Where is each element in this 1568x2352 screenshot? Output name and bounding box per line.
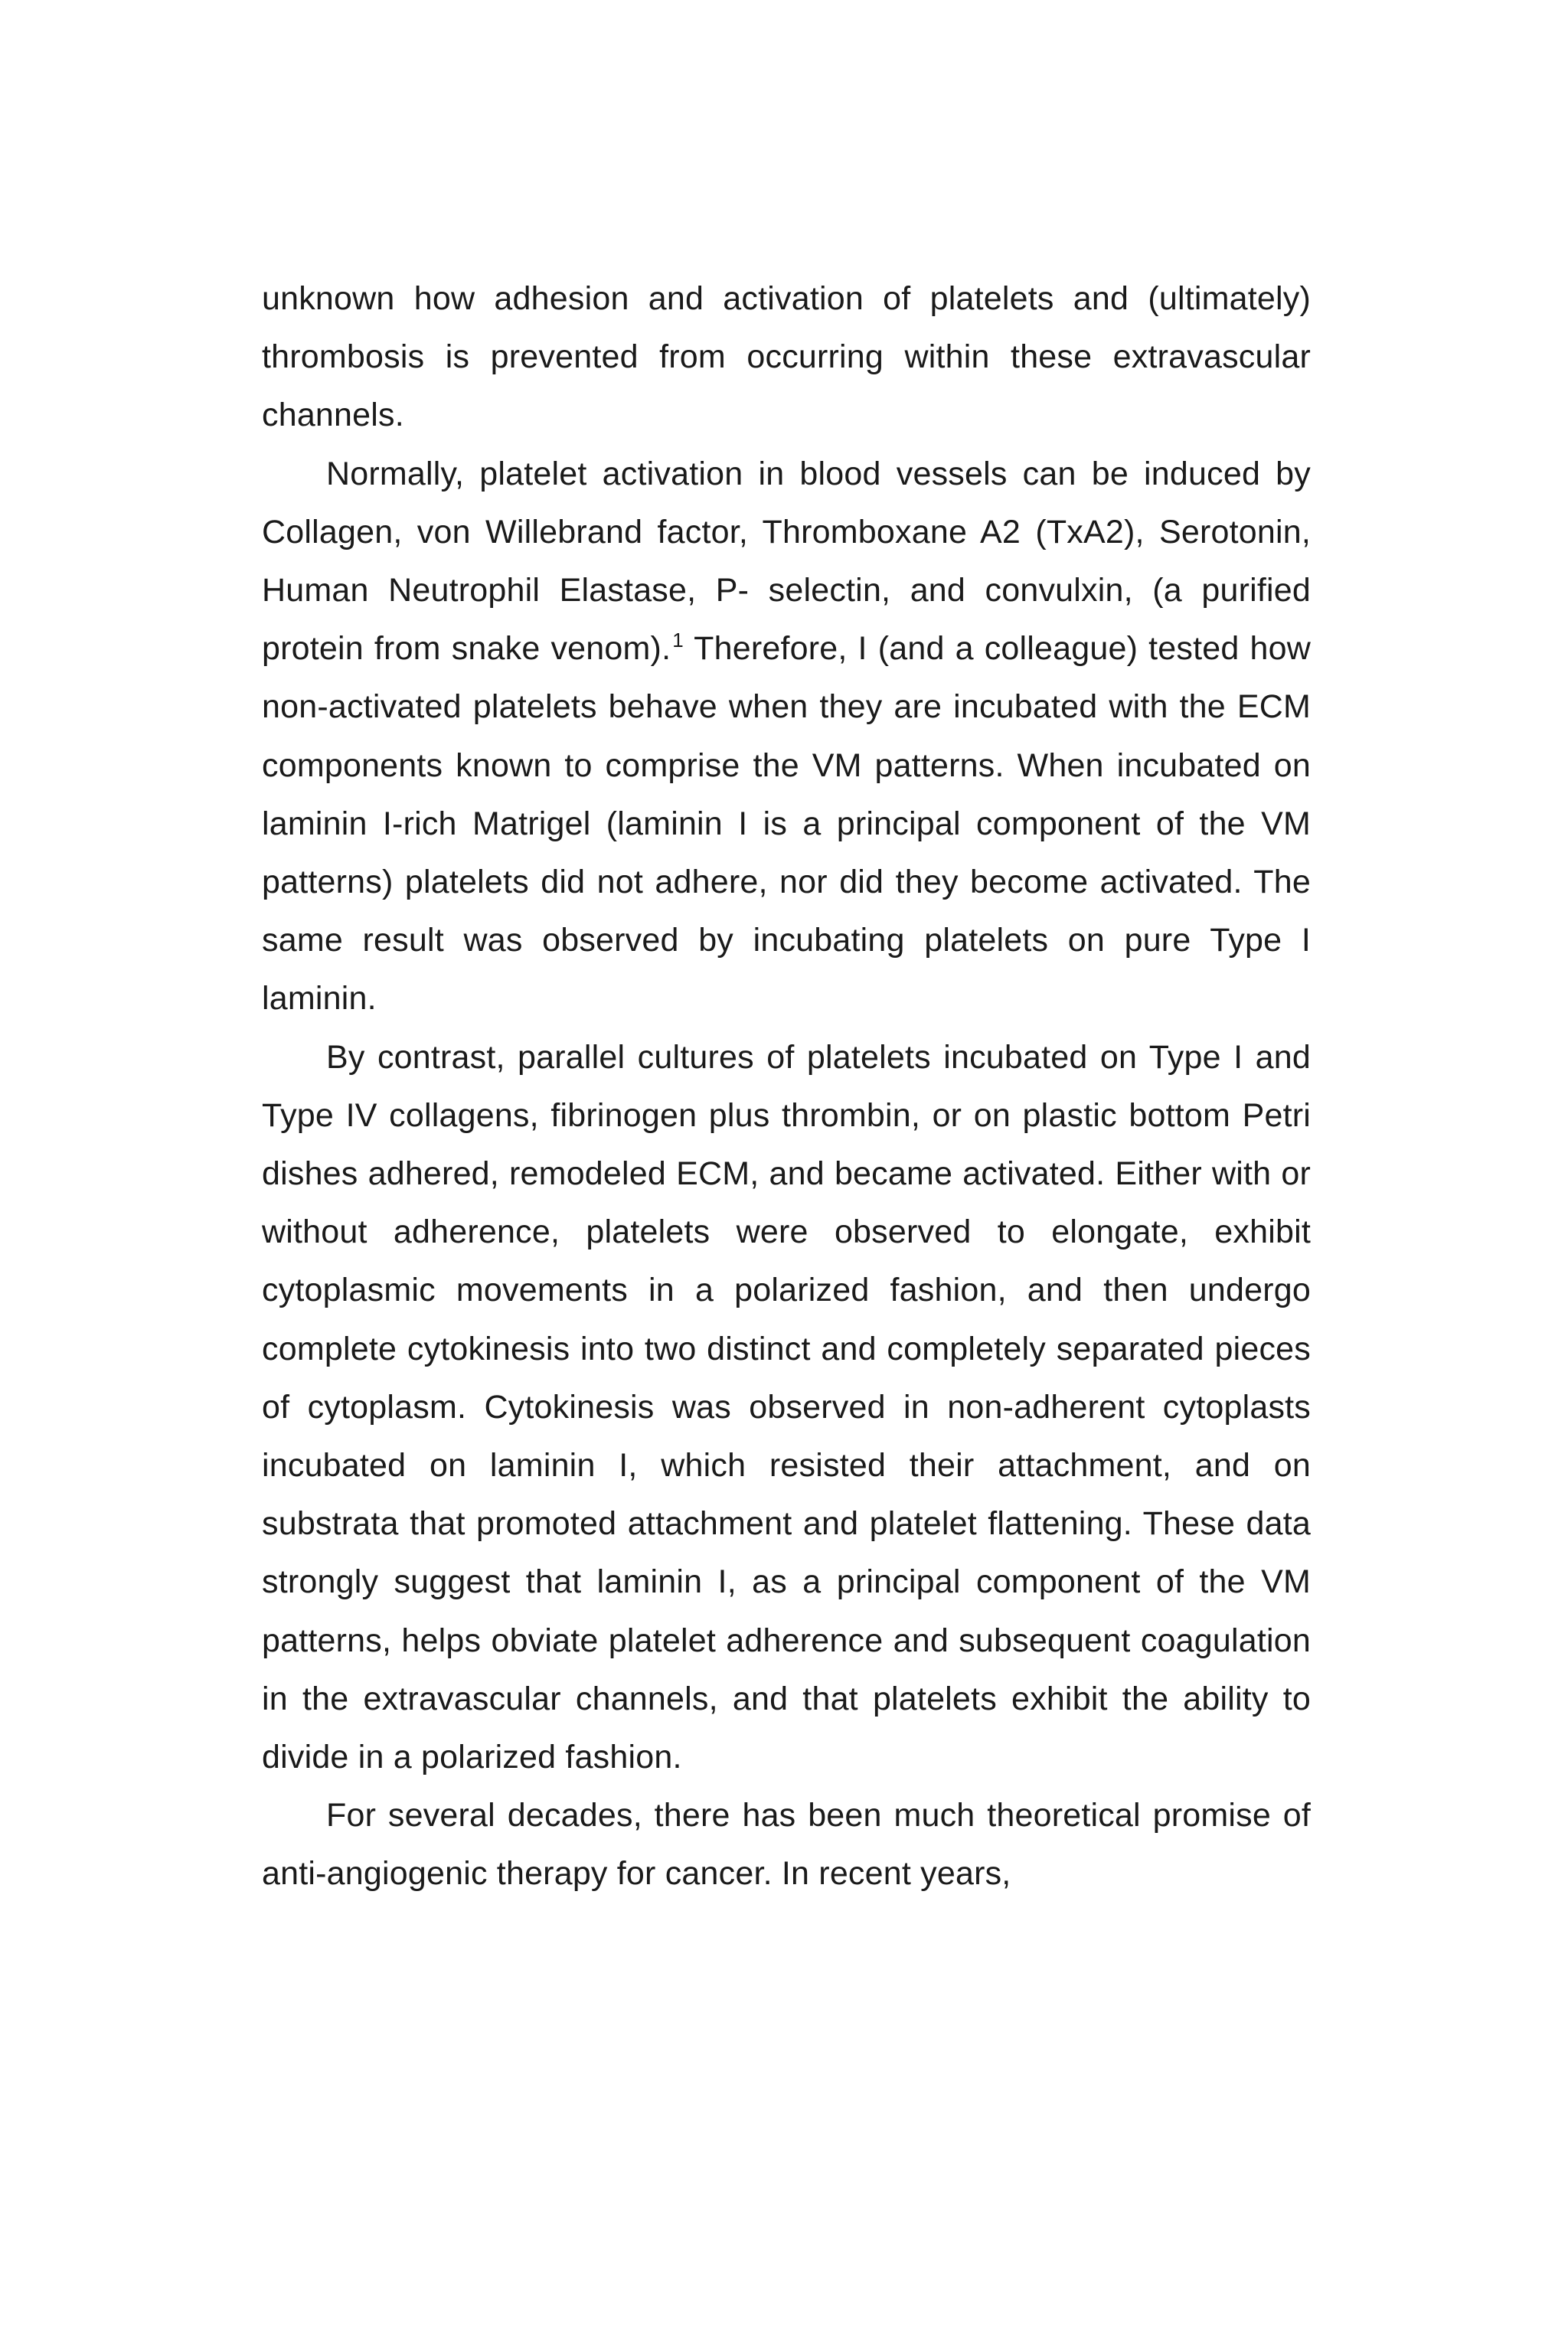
paragraph-1: unknown how adhesion and activation of platelets and (ultimately) thrombosis is prevented from occurring within these extravascular channels. <box>262 280 1311 434</box>
footnote-reference: 1 <box>672 629 684 652</box>
body-text <box>262 270 1311 1903</box>
paragraph-2-text-end: Therefore, I (and a colleague) tested how non-activated platelets behave when they are incubated with the ECM components known to comprise the VM patterns. When incubated on laminin I-rich Matrigel (laminin I is a principal component of the VM patterns) platelets did not adhere, nor did they become activated. The same result was observed by incubating platelets on pure Type I laminin. <box>262 630 1311 1018</box>
paragraph-4: For several decades, there has been much theoretical promise of anti-angiogenic therapy for cancer. In recent years, <box>262 1797 1311 1893</box>
paragraph-2-text-start: Normally, platelet activation in blood vessels can be induced by Collagen, von Willebrand factor, Thromboxane A2 (TxA2), Serotonin, Human Neutrophil Elastase, P- selectin, and convulxin, (a purified protein from snake venom). <box>262 455 1311 668</box>
paragraph-2 <box>262 445 1311 1028</box>
paragraph-3: By contrast, parallel cultures of platelets incubated on Type I and Type IV collagens, fibrinogen plus thrombin, or on plastic bottom Petri dishes adhered, remodeled ECM, and became activated. Either with or without adherence, platelets were observed to elongate, exhibit cytoplasmic movements in a polarized fashion, and then undergo complete cytokinesis into two distinct and completely separated pieces of cytoplasm. Cytokinesis was observed in non-adherent cytoplasts incubated on laminin I, which resisted their attachment, and on substrata that promoted attachment and platelet flattening. These data strongly suggest that laminin I, as a principal component of the VM patterns, helps obviate platelet adherence and subsequent coagulation in the extravascular channels, and that platelets exhibit the ability to divide in a polarized fashion. <box>262 1038 1311 1776</box>
